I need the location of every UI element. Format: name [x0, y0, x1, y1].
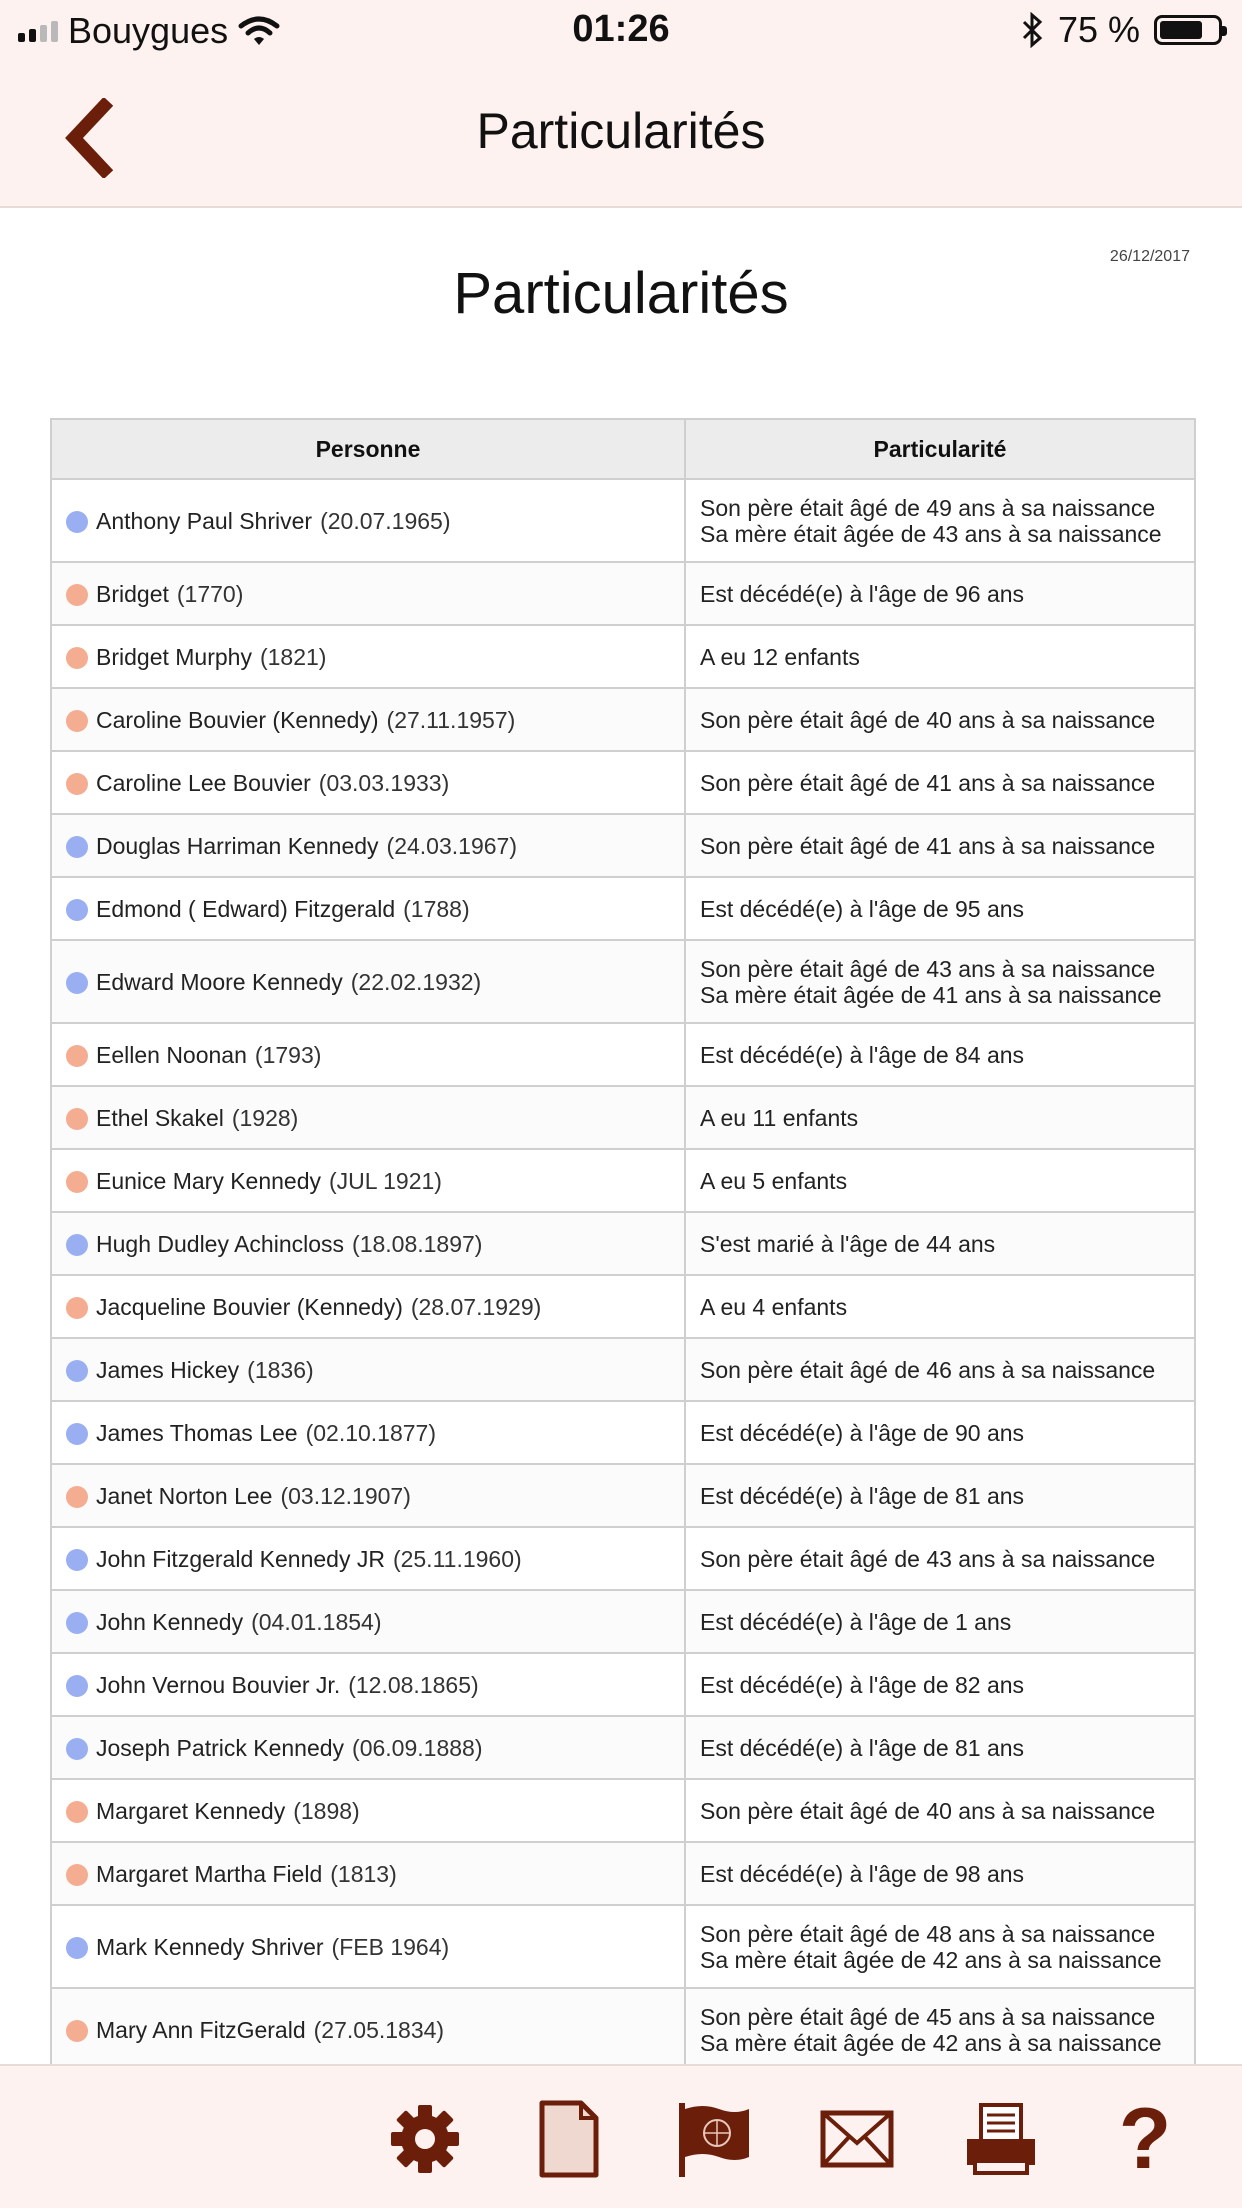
person-name: Caroline Bouvier (Kennedy) — [96, 706, 379, 733]
person-name: Margaret Martha Field — [96, 1860, 323, 1887]
particularity-cell — [685, 1149, 1195, 1212]
table-row — [51, 877, 1195, 940]
particularity-cell — [685, 1212, 1195, 1275]
report-title: Particularités — [453, 261, 789, 326]
particularity-text: Son père était âgé de 48 ans à sa naissance — [700, 1920, 1156, 1947]
male-indicator-icon — [66, 1675, 88, 1697]
person-cell — [51, 1527, 685, 1590]
particularity-text: A eu 4 enfants — [700, 1293, 848, 1320]
table-row — [51, 1905, 1195, 1988]
person-name: Ethel Skakel — [96, 1104, 224, 1131]
particularity-cell — [685, 1905, 1195, 1988]
particularity-cell — [685, 1464, 1195, 1527]
person-name: Eellen Noonan — [96, 1041, 247, 1068]
particularity-cell — [685, 1590, 1195, 1653]
person-cell — [51, 940, 685, 1023]
particularity-text: S'est marié à l'âge de 44 ans — [700, 1230, 996, 1257]
person-name: Hugh Dudley Achincloss — [96, 1230, 345, 1257]
flag-icon — [673, 2099, 753, 2179]
female-indicator-icon — [66, 584, 88, 606]
person-name: Jacqueline Bouvier (Kennedy) — [96, 1293, 403, 1320]
person-cell — [51, 1842, 685, 1905]
particularity-text: Sa mère était âgée de 41 ans à sa naissance — [700, 981, 1162, 1008]
navigation-bar — [0, 62, 1242, 208]
person-name: Mark Kennedy Shriver — [96, 1933, 324, 1960]
person-cell — [51, 688, 685, 751]
particularity-cell — [685, 940, 1195, 1023]
person-name: Anthony Paul Shriver — [96, 507, 313, 534]
particularity-cell — [685, 814, 1195, 877]
table-row — [51, 814, 1195, 877]
person-name: Bridget Murphy — [96, 643, 252, 670]
male-indicator-icon — [66, 1549, 88, 1571]
person-date: (1928) — [231, 1104, 299, 1131]
person-date: (18.08.1897) — [352, 1230, 483, 1257]
person-cell — [51, 1905, 685, 1988]
female-indicator-icon — [66, 2020, 88, 2042]
table-row — [51, 1527, 1195, 1590]
table-row — [51, 562, 1195, 625]
male-indicator-icon — [66, 1738, 88, 1760]
person-date: (20.07.1965) — [320, 507, 451, 534]
person-cell — [51, 1653, 685, 1716]
help-icon: ? — [1118, 2091, 1172, 2187]
person-cell — [51, 1988, 685, 2064]
table-row — [51, 1464, 1195, 1527]
table-row — [51, 1086, 1195, 1149]
envelope-icon — [819, 2109, 895, 2169]
person-date: (27.11.1957) — [386, 706, 516, 733]
particularity-cell — [685, 1716, 1195, 1779]
particularity-text: Sa mère était âgée de 43 ans à sa naissance — [700, 520, 1162, 547]
person-date: (1770) — [176, 580, 244, 607]
person-cell — [51, 562, 685, 625]
person-date: (27.05.1834) — [313, 2016, 445, 2043]
table-row — [51, 940, 1195, 1023]
nav-title: Particularités — [476, 103, 766, 159]
column-header-person: Personne — [51, 419, 685, 479]
table-row — [51, 1716, 1195, 1779]
person-date: (04.01.1854) — [251, 1608, 382, 1635]
bluetooth-icon — [1020, 12, 1044, 48]
particularity-text: Est décédé(e) à l'âge de 82 ans — [700, 1671, 1025, 1698]
carrier-name: Bouygues — [68, 10, 229, 51]
person-cell — [51, 1401, 685, 1464]
table-row — [51, 1149, 1195, 1212]
bottom-toolbar — [0, 2064, 1242, 2208]
person-cell — [51, 1149, 685, 1212]
print-button[interactable] — [956, 2094, 1046, 2184]
person-cell — [51, 814, 685, 877]
particularity-text: Son père était âgé de 43 ans à sa naissance — [700, 1545, 1156, 1572]
battery-icon — [1154, 15, 1222, 45]
table-row — [51, 479, 1195, 562]
person-name: James Thomas Lee — [96, 1419, 298, 1446]
person-cell — [51, 751, 685, 814]
male-indicator-icon — [66, 972, 88, 994]
table-row — [51, 1338, 1195, 1401]
person-date: (JUL 1921) — [329, 1167, 442, 1194]
printer-icon — [963, 2101, 1039, 2177]
particularity-text: Est décédé(e) à l'âge de 81 ans — [700, 1482, 1025, 1509]
particularity-text: Son père était âgé de 45 ans à sa naissance — [700, 2003, 1156, 2030]
male-indicator-icon — [66, 511, 88, 533]
female-indicator-icon — [66, 1171, 88, 1193]
person-cell — [51, 1023, 685, 1086]
person-name: Mary Ann FitzGerald — [96, 2016, 306, 2043]
person-name: Joseph Patrick Kennedy — [96, 1734, 345, 1761]
particularity-cell — [685, 751, 1195, 814]
table-header-row — [51, 419, 1195, 479]
person-date: (28.07.1929) — [410, 1293, 542, 1320]
particularity-cell — [685, 1653, 1195, 1716]
person-cell — [51, 479, 685, 562]
table-row — [51, 1275, 1195, 1338]
particularity-text: A eu 12 enfants — [700, 643, 860, 670]
particularity-text: Son père était âgé de 49 ans à sa naissance — [700, 494, 1156, 521]
particularity-text: Sa mère était âgée de 42 ans à sa naissance — [700, 1946, 1162, 1973]
person-cell — [51, 1779, 685, 1842]
person-cell — [51, 1338, 685, 1401]
person-date: (1788) — [403, 895, 470, 922]
table-row — [51, 1401, 1195, 1464]
male-indicator-icon — [66, 1234, 88, 1256]
female-indicator-icon — [66, 1864, 88, 1886]
status-bar — [0, 0, 1242, 62]
particularity-cell — [685, 1779, 1195, 1842]
particularity-text: Son père était âgé de 41 ans à sa naissance — [700, 769, 1156, 796]
person-name: John Vernou Bouvier Jr. — [96, 1671, 341, 1698]
table-row — [51, 751, 1195, 814]
person-date: (1836) — [247, 1356, 314, 1383]
person-name: Bridget — [96, 580, 169, 607]
person-name: James Hickey — [96, 1356, 240, 1383]
person-date: (24.03.1967) — [386, 832, 517, 859]
person-name: Caroline Lee Bouvier — [96, 769, 311, 796]
person-cell — [51, 1590, 685, 1653]
particularity-cell — [685, 625, 1195, 688]
battery-level — [1160, 21, 1202, 39]
particularity-cell — [685, 877, 1195, 940]
person-date: (03.03.1933) — [318, 769, 450, 796]
particularity-cell — [685, 1988, 1195, 2064]
particularity-cell — [685, 1023, 1195, 1086]
person-cell — [51, 1086, 685, 1149]
particularity-text: Est décédé(e) à l'âge de 81 ans — [700, 1734, 1025, 1761]
particularities-table — [50, 418, 1196, 2064]
table-row — [51, 1590, 1195, 1653]
help-button[interactable] — [1100, 2091, 1190, 2187]
female-indicator-icon — [66, 1297, 88, 1319]
person-cell — [51, 625, 685, 688]
female-indicator-icon — [66, 647, 88, 669]
particularity-text: A eu 11 enfants — [700, 1104, 859, 1131]
particularity-cell — [685, 562, 1195, 625]
male-indicator-icon — [66, 836, 88, 858]
particularity-text: Est décédé(e) à l'âge de 98 ans — [700, 1860, 1025, 1887]
particularity-text: Son père était âgé de 41 ans à sa naissance — [700, 832, 1156, 859]
female-indicator-icon — [66, 1801, 88, 1823]
language-button[interactable] — [668, 2094, 758, 2184]
gear-icon — [387, 2101, 463, 2177]
particularity-cell — [685, 1527, 1195, 1590]
column-header-particularity: Particularité — [685, 419, 1195, 479]
person-name: Eunice Mary Kennedy — [96, 1167, 322, 1194]
particularity-text: A eu 5 enfants — [700, 1167, 848, 1194]
person-cell — [51, 1464, 685, 1527]
table-row — [51, 625, 1195, 688]
particularity-text: Est décédé(e) à l'âge de 84 ans — [700, 1041, 1025, 1068]
status-right — [1020, 8, 1222, 52]
clock: 01:26 — [572, 8, 670, 50]
document-icon — [537, 2099, 601, 2179]
particularity-cell — [685, 1338, 1195, 1401]
report-date: 26/12/2017 — [1109, 248, 1190, 265]
person-date: (22.02.1932) — [350, 968, 482, 995]
person-name: Janet Norton Lee — [96, 1482, 273, 1509]
table-row — [51, 688, 1195, 751]
female-indicator-icon — [66, 773, 88, 795]
person-cell — [51, 877, 685, 940]
table-row — [51, 1653, 1195, 1716]
particularity-cell — [685, 1401, 1195, 1464]
person-name: John Kennedy — [96, 1608, 244, 1635]
person-cell — [51, 1212, 685, 1275]
male-indicator-icon — [66, 1937, 88, 1959]
table-row — [51, 1988, 1195, 2064]
battery-percent: 75 % — [1057, 9, 1140, 50]
person-name: Douglas Harriman Kennedy — [96, 832, 379, 859]
particularity-text: Son père était âgé de 40 ans à sa naissance — [700, 1797, 1156, 1824]
female-indicator-icon — [66, 710, 88, 732]
report-view[interactable] — [0, 208, 1242, 2064]
particularity-text: Son père était âgé de 46 ans à sa naissance — [700, 1356, 1156, 1383]
particularity-text: Sa mère était âgée de 42 ans à sa naissance — [700, 2029, 1162, 2056]
person-date: (06.09.1888) — [352, 1734, 483, 1761]
particularity-cell — [685, 479, 1195, 562]
particularity-text: Est décédé(e) à l'âge de 90 ans — [700, 1419, 1025, 1446]
person-cell — [51, 1716, 685, 1779]
particularity-text: Est décédé(e) à l'âge de 96 ans — [700, 580, 1025, 607]
settings-button[interactable] — [380, 2094, 470, 2184]
table-row — [51, 1212, 1195, 1275]
particularity-cell — [685, 1842, 1195, 1905]
person-cell — [51, 1275, 685, 1338]
person-date: (03.12.1907) — [280, 1482, 411, 1509]
table-row — [51, 1023, 1195, 1086]
person-date: (02.10.1877) — [305, 1419, 437, 1446]
particularity-cell — [685, 1275, 1195, 1338]
particularity-text: Son père était âgé de 40 ans à sa naissance — [700, 706, 1156, 733]
document-button[interactable] — [524, 2094, 614, 2184]
female-indicator-icon — [66, 1486, 88, 1508]
male-indicator-icon — [66, 1612, 88, 1634]
particularity-cell — [685, 1086, 1195, 1149]
email-button[interactable] — [812, 2094, 902, 2184]
female-indicator-icon — [66, 1108, 88, 1130]
person-date: (1813) — [330, 1860, 397, 1887]
person-date: (12.08.1865) — [348, 1671, 479, 1698]
particularity-cell — [685, 688, 1195, 751]
person-date: (1793) — [254, 1041, 322, 1068]
person-name: Edmond ( Edward) Fitzgerald — [96, 895, 396, 922]
person-name: Edward Moore Kennedy — [96, 968, 343, 995]
person-date: (FEB 1964) — [331, 1933, 450, 1960]
person-name: John Fitzgerald Kennedy JR — [96, 1545, 385, 1572]
male-indicator-icon — [66, 899, 88, 921]
male-indicator-icon — [66, 1423, 88, 1445]
particularity-text: Est décédé(e) à l'âge de 95 ans — [700, 895, 1025, 922]
person-date: (1821) — [259, 643, 327, 670]
person-date: (25.11.1960) — [392, 1545, 522, 1572]
person-name: Margaret Kennedy — [96, 1797, 286, 1824]
table-row — [51, 1842, 1195, 1905]
particularity-text: Son père était âgé de 43 ans à sa naissance — [700, 955, 1156, 982]
table-row — [51, 1779, 1195, 1842]
male-indicator-icon — [66, 1360, 88, 1382]
female-indicator-icon — [66, 1045, 88, 1067]
person-date: (1898) — [293, 1797, 360, 1824]
particularity-text: Est décédé(e) à l'âge de 1 ans — [700, 1608, 1012, 1635]
